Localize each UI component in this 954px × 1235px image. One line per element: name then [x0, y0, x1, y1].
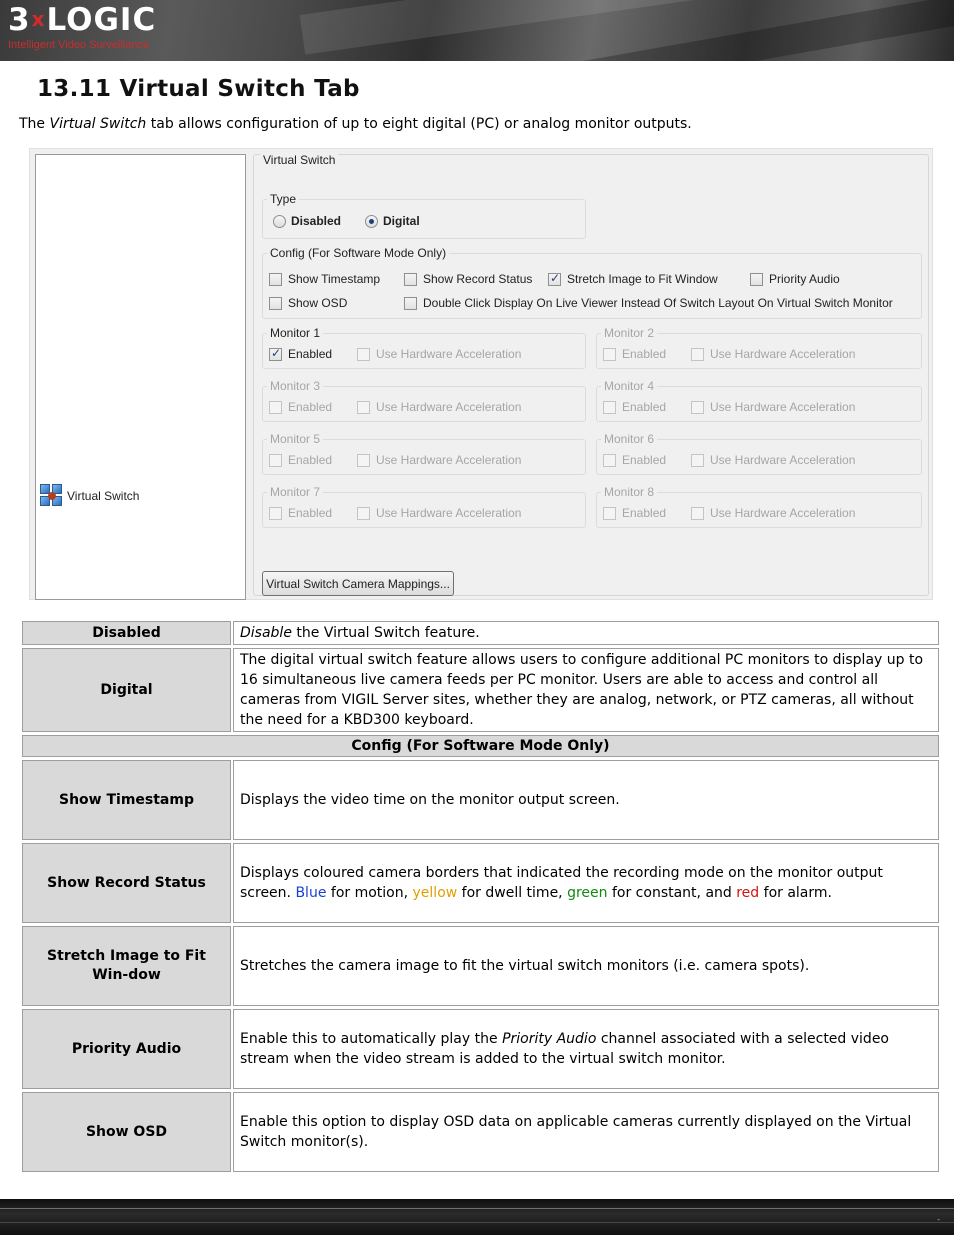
checkbox[interactable]: [548, 273, 561, 286]
monitor-4-group: [596, 379, 922, 422]
monitor-label: Monitor 1: [267, 326, 323, 340]
term-cell: Digital: [22, 648, 231, 732]
type-group-label: Type: [267, 192, 299, 206]
footer-line: [0, 1208, 954, 1209]
monitor-7-enabled-checkbox[interactable]: Enabled: [269, 506, 332, 520]
term-cell: Show Record Status: [22, 843, 231, 923]
config-group-label: Config (For Software Mode Only): [267, 246, 449, 260]
monitor-7-group: [262, 485, 586, 528]
virtual-switch-screenshot: [29, 148, 933, 600]
checkbox[interactable]: [269, 507, 282, 520]
priority-audio-checkbox[interactable]: Priority Audio: [750, 272, 840, 286]
checkbox[interactable]: [691, 507, 704, 520]
checkbox[interactable]: [691, 401, 704, 414]
monitor-6-enabled-checkbox[interactable]: Enabled: [603, 453, 666, 467]
radio-digital[interactable]: Digital: [365, 214, 420, 228]
table-row: [22, 1009, 939, 1089]
radio-button[interactable]: [365, 215, 378, 228]
monitor-6-hw-accel-checkbox[interactable]: Use Hardware Acceleration: [691, 453, 855, 467]
definition-cell: Enable this option to display OSD data on applicable cameras currently displayed on the Virtual Switch monitor(s).: [233, 1092, 939, 1172]
monitor-3-enabled-checkbox[interactable]: Enabled: [269, 400, 332, 414]
monitor-label: Monitor 4: [601, 379, 657, 393]
radio-button[interactable]: [273, 215, 286, 228]
monitor-8-enabled-checkbox[interactable]: Enabled: [603, 506, 666, 520]
monitor-label: Monitor 7: [267, 485, 323, 499]
camera-mappings-button[interactable]: Virtual Switch Camera Mappings...: [262, 571, 454, 596]
definition-cell: Stretches the camera image to fit the virtual switch monitors (i.e. camera spots).: [233, 926, 939, 1006]
checkbox[interactable]: [603, 507, 616, 520]
table-row: [22, 648, 939, 732]
config-group: [262, 246, 922, 319]
definition-cell: Disable the Virtual Switch feature.: [233, 621, 939, 645]
monitor-1-group: [262, 326, 586, 369]
monitor-2-enabled-checkbox[interactable]: Enabled: [603, 347, 666, 361]
checkbox[interactable]: [269, 401, 282, 414]
term-cell: Stretch Image to Fit Win-dow: [22, 926, 231, 1006]
radio-disabled[interactable]: Disabled: [273, 214, 341, 228]
monitor-1-enabled-checkbox[interactable]: ✓ Enabled: [269, 347, 332, 361]
checkbox[interactable]: [269, 454, 282, 467]
type-group: [262, 192, 586, 239]
settings-tree-panel: [35, 154, 246, 600]
monitor-8-group: [596, 485, 922, 528]
checkbox[interactable]: [404, 273, 417, 286]
checkbox[interactable]: [691, 454, 704, 467]
monitor-6-group: [596, 432, 922, 475]
table-row: [22, 926, 939, 1006]
table-row: [22, 760, 939, 840]
monitor-label: Monitor 8: [601, 485, 657, 499]
monitor-4-enabled-checkbox[interactable]: Enabled: [603, 400, 666, 414]
checkbox[interactable]: [404, 297, 417, 310]
checkbox[interactable]: [357, 401, 370, 414]
double-click-checkbox[interactable]: Double Click Display On Live Viewer Instead Of Switch Layout On Virtual Switch Monitor: [404, 296, 893, 310]
monitor-2-group: [596, 326, 922, 369]
company-logo: 3xLOGIC: [8, 2, 157, 38]
show-record-status-checkbox[interactable]: Show Record Status: [404, 272, 532, 286]
monitor-label: Monitor 3: [267, 379, 323, 393]
description-table: [20, 618, 941, 1175]
definition-cell: Displays coloured camera borders that indicated the recording mode on the monitor output screen. Blue for motion, yellow for dwell time, green for constant, and red for alarm.: [233, 843, 939, 923]
monitor-3-group: [262, 379, 586, 422]
footer-line: [0, 1222, 954, 1223]
checkbox[interactable]: [357, 507, 370, 520]
monitor-1-hw-accel-checkbox[interactable]: Use Hardware Acceleration: [357, 347, 521, 361]
virtual-switch-icon: [40, 484, 64, 508]
table-row: [22, 843, 939, 923]
stretch-image-checkbox[interactable]: ✓ Stretch Image to Fit Window: [548, 272, 718, 286]
checkbox[interactable]: [750, 273, 763, 286]
checkbox[interactable]: [357, 348, 370, 361]
monitor-5-enabled-checkbox[interactable]: Enabled: [269, 453, 332, 467]
definition-cell: The digital virtual switch feature allows users to configure additional PC monitors to display up to 16 simultaneous live camera feeds per PC monitor. Users are able to access and control all cameras from VIGIL Server sites, whether they are analog, network, or PTZ cameras, all without the need for a KBD300 keyboard.: [233, 648, 939, 732]
checkbox[interactable]: [691, 348, 704, 361]
tree-item-virtual-switch[interactable]: [40, 484, 139, 508]
monitor-7-hw-accel-checkbox[interactable]: Use Hardware Acceleration: [357, 506, 521, 520]
table-row: [22, 621, 939, 645]
section-header-cell: Config (For Software Mode Only): [22, 735, 939, 757]
monitor-label: Monitor 2: [601, 326, 657, 340]
group-title: Virtual Switch: [260, 153, 338, 167]
checkbox[interactable]: [603, 454, 616, 467]
monitor-8-hw-accel-checkbox[interactable]: Use Hardware Acceleration: [691, 506, 855, 520]
monitor-label: Monitor 5: [267, 432, 323, 446]
monitor-4-hw-accel-checkbox[interactable]: Use Hardware Acceleration: [691, 400, 855, 414]
checkbox[interactable]: [269, 273, 282, 286]
term-cell: Show Timestamp: [22, 760, 231, 840]
definition-cell: Enable this to automatically play the Priority Audio channel associated with a selected video stream when the video stream is added to the virtual switch monitor.: [233, 1009, 939, 1089]
show-timestamp-checkbox[interactable]: Show Timestamp: [269, 272, 380, 286]
table-row: [22, 735, 939, 757]
checkbox[interactable]: [269, 297, 282, 310]
monitor-2-hw-accel-checkbox[interactable]: Use Hardware Acceleration: [691, 347, 855, 361]
checkbox[interactable]: [269, 348, 282, 361]
term-cell: Priority Audio: [22, 1009, 231, 1089]
term-cell: Disabled: [22, 621, 231, 645]
footer-banner: [0, 1199, 954, 1235]
show-osd-checkbox[interactable]: Show OSD: [269, 296, 347, 310]
term-cell: Show OSD: [22, 1092, 231, 1172]
tree-item-label: Virtual Switch: [67, 489, 140, 503]
checkbox[interactable]: [357, 454, 370, 467]
section-heading: 13.11 Virtual Switch Tab: [37, 76, 360, 102]
page-number: -: [937, 1215, 940, 1224]
monitor-5-group: [262, 432, 586, 475]
monitor-label: Monitor 6: [601, 432, 657, 446]
header-banner: [0, 0, 954, 61]
definition-cell: Displays the video time on the monitor output screen.: [233, 760, 939, 840]
monitor-5-hw-accel-checkbox[interactable]: Use Hardware Acceleration: [357, 453, 521, 467]
table-row: [22, 1092, 939, 1172]
virtual-switch-group: [253, 154, 929, 596]
monitor-3-hw-accel-checkbox[interactable]: Use Hardware Acceleration: [357, 400, 521, 414]
checkbox[interactable]: [603, 401, 616, 414]
logo-tagline: Intelligent Video Surveillance: [8, 39, 150, 51]
checkbox[interactable]: [603, 348, 616, 361]
intro-paragraph: The Virtual Switch tab allows configuration of up to eight digital (PC) or analog monitor outputs.: [19, 116, 692, 132]
